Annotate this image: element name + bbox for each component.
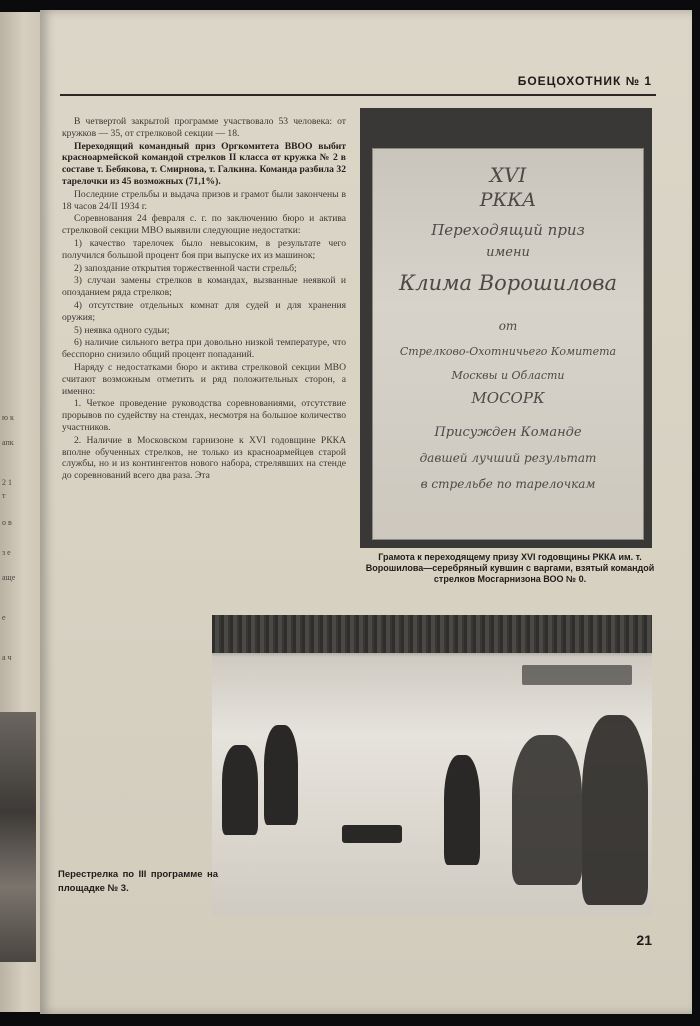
prev-page-fragment: е	[2, 613, 6, 622]
certificate-line: имени	[486, 245, 530, 260]
certificate-line: Стрелково-Охотничьего Комитета	[399, 345, 617, 358]
certificate-line: Клима Ворошилова	[398, 271, 618, 295]
article-list-item: 5) неявка одного судьи;	[74, 324, 170, 336]
prev-page-fragment: апк	[2, 438, 14, 447]
shooter-figure	[264, 725, 298, 825]
article-paragraph: В четвертой закрытой программе участвовало 53 человека: от кружков — 35, от стрелковой секции — 18.	[62, 116, 346, 139]
certificate-photo	[360, 108, 652, 548]
article-paragraph: Наряду с недостатками бюро и актива стрелковой секции МВО считают возможным отметить и ряд положительных сторон, а именно:	[62, 361, 346, 397]
article-text-column	[62, 116, 346, 483]
prev-page-fragment: т	[2, 491, 6, 500]
article-list-item: 2) запоздание открытия торжественной части стрельб;	[74, 262, 297, 274]
article-list-item: 3) случаи замены стрелков в командах, вызванные неявкой и опозданием ряда стрелков;	[62, 275, 346, 299]
article-paragraph: Соревнования 24 февраля с. г. по заключению бюро и актива стрелковой секции МВО выявили следующие недостатки:	[62, 213, 346, 237]
article-paragraph: Последние стрельбы и выдача призов и грамот были закончены в 18 часов 24/II 1934 г.	[62, 188, 346, 212]
previous-page-edge	[0, 12, 40, 1012]
prev-page-fragment: о в	[2, 518, 12, 527]
group-figure	[582, 715, 648, 905]
shooting-range-photo	[212, 615, 652, 915]
article-list-item: 2. Наличие в Московском гарнизоне к XVI годовщине РККА вполне обученных стрелков, не только из красноармейцев старой службы, но и из контингентов нового набора, стрелявших на стенде до соревнований всего два раза. Эта	[62, 434, 346, 482]
magazine-page	[40, 10, 692, 1014]
certificate-line: МОСОРК	[471, 389, 545, 407]
tree-line	[212, 615, 652, 653]
certificate-line: в стрельбе по тарелочкам	[420, 477, 596, 491]
prev-page-fragment: а ч	[2, 653, 12, 662]
header-rule	[60, 94, 656, 96]
article-list-item: 1) качество тарелочек было невысоким, в результате чего получился большой процент боя при выпуске их из машинок;	[62, 237, 346, 261]
prev-page-fragment: аще	[2, 573, 16, 582]
person-figure	[444, 755, 480, 865]
certificate-line: Переходящий приз	[431, 221, 585, 239]
certificate-caption: Грамота к переходящему призу XVI годовщины РККА им. т. Ворошилова—серебряный кувшин с варгами, взятый командой стрелков Мосгарнизона ВОО № 0.	[365, 552, 655, 584]
shooter-figure	[222, 745, 258, 835]
prev-page-fragment: з е	[2, 548, 11, 557]
trap-machine	[342, 825, 402, 843]
certificate-document	[372, 148, 644, 540]
certificate-line: давшей лучший результат	[419, 451, 597, 465]
article-list-item: 4) отсутствие отдельных комнат для судей и для хранения оружия;	[62, 299, 346, 323]
distant-crowd	[522, 665, 632, 685]
certificate-line: РККА	[479, 189, 537, 211]
certificate-line: от	[498, 319, 518, 333]
prev-page-fragment: ю к	[2, 413, 14, 422]
article-paragraph-bold: Переходящий командный приз Оргкомитета ВВОО выбит красноармейской командой стрелков II класса от кружка № 2 в составе т. Бебякова, т. Смирнова, т. Галкина. Команда разбила 32 тарелочки из 45 возможных (71,1%).	[62, 140, 346, 187]
prev-page-photo	[0, 712, 36, 962]
certificate-line: Москвы и Области	[451, 369, 565, 382]
running-head: БОЕЦОХОТНИК № 1	[517, 74, 652, 88]
certificate-line: XVI	[489, 163, 527, 187]
group-figure	[512, 735, 582, 885]
article-list-item: 1. Четкое проведение руководства соревнованиями, отсутствие прорывов по судейству на стендах, несмотря на большое количество участников.	[62, 398, 346, 433]
page-number: 21	[636, 932, 652, 948]
prev-page-fragment: 2 1	[2, 478, 12, 487]
article-list-item: 6) наличие сильного ветра при довольно низкой температуре, что бесспорно снизило общий процент попаданий.	[62, 337, 346, 361]
photo-caption: Перестрелка по III программе на площадке № 3.	[58, 869, 218, 894]
certificate-line: Присужден Команде	[434, 425, 582, 440]
